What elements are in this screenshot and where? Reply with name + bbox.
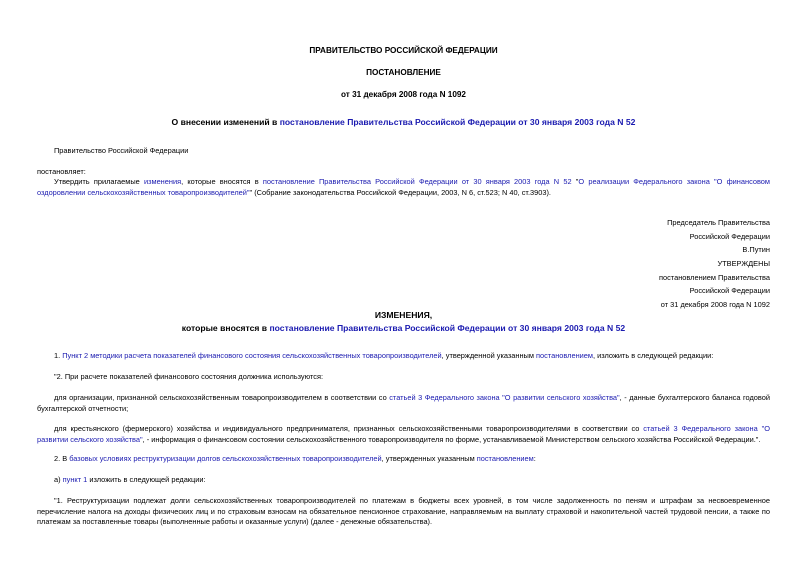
item-1-text: , изложить в следующей редакции: [592,351,714,360]
link-changes[interactable]: изменения [143,177,182,186]
intro-text: Утвердить прилагаемые [54,177,144,186]
subitem-a-text: а) [54,475,63,484]
item-2-quote: "2. При расчете показателей финансового состояния должника используются: [54,372,324,381]
item-1 [37,351,770,362]
paragraph-organizations [37,393,770,414]
signature-block [570,218,770,256]
link-point-1[interactable]: пункт 1 [62,475,88,484]
approved-block [570,259,770,311]
item-2-text: , утвержденных указанным [381,454,477,463]
link-basic-conditions[interactable]: базовых условиях реструктуризации долгов сельскохозяйственных товаропроизводителей [69,454,382,463]
link-resolution-52[interactable]: постановление Правительства Российской Федерации от 30 января 2003 года N 52 [262,177,572,186]
intro-text: " (Собрание законодательства Российской Федерации, 2003, N 6, ст.523; N 40, ст.3903). [249,187,551,197]
document-title [0,116,807,128]
paragraph-text: для организации, признанной сельскохозяйственным товаропроизводителем в соответствии со [54,393,390,402]
document-date: от 31 декабря 2008 года N 1092 [341,90,466,99]
document-title-prefix: О внесении изменений в [171,117,280,127]
link-resolution[interactable]: постановлением [535,351,593,360]
paragraph-text: , - информация о финансовом состоянии сельскохозяйственного товаропроизводителя по форме, устанавливаемой Министерством сельского хозяйства Российской Федерации.". [142,434,761,444]
quote-point-1: "1. Реструктуризации подлежат долги сельскохозяйственных товаропроизводителей по платежам в бюджеты всех уровней, в том числе задолженность по пеням и штрафам за несвоевременное перечисление налога на доходы физических лиц и по страховым взносам на обязательное пенсионное страхование, направляемым на выплату страховой и накопительной частей трудовой пенсии, а также по платежам за поставленные товары (выполненные работы и оказанные услуги) (далее - денежные обязательства). [37,496,770,527]
paragraph-text: для крестьянского (фермерского) хозяйства и индивидуального предпринимателя, признанных сельскохозяйственными товаропроизводителями в соответствии со [54,424,644,433]
changes-subtitle [0,322,807,334]
item-2-text: : [533,454,536,463]
link-article-3[interactable]: статьей 3 Федерального закона "О развитии сельского хозяйства" [37,424,770,444]
paragraph-farmers [37,424,770,445]
approved-heading: УТВЕРЖДЕНЫ [717,259,770,268]
intro-text: " [571,177,579,186]
signature-name: В.Путин [742,245,770,255]
signature-position: Председатель Правительства [667,218,770,227]
intro-text: , которые вносятся в [181,177,263,186]
document-type: ПОСТАНОВЛЕНИЕ [366,68,441,77]
title-link-resolution-52[interactable]: постановление Правительства Российской Федерации от 30 января 2003 года N 52 [279,117,636,127]
item-1-number: 1. [54,351,63,360]
link-article-3[interactable]: статьей 3 Федерального закона "О развитии сельского хозяйства" [389,393,620,402]
item-2 [37,454,770,465]
changes-subtitle-prefix: которые вносятся в [181,323,270,333]
link-federal-law[interactable]: О реализации Федерального закона "О финансовом оздоровлении сельскохозяйственных товаропроизводителей" [37,177,770,197]
intro-government: Правительство Российской Федерации [54,146,189,155]
link-methodology-point-2[interactable]: Пункт 2 методики расчета показателей финансового состояния сельскохозяйственных товаропроизводителей [62,351,442,360]
intro-paragraph [37,177,770,198]
approved-line: Российской Федерации [689,286,770,296]
subitem-a-text: изложить в следующей редакции: [87,475,206,484]
item-2-text: 2. В [54,454,70,463]
subitem-a [37,475,770,486]
item-1-text: , утвержденной указанным [441,351,536,360]
changes-link-resolution-52[interactable]: постановление Правительства Российской Федерации от 30 января 2003 года N 52 [269,323,626,333]
approved-line: постановлением Правительства [659,272,770,282]
signature-country: Российской Федерации [689,231,770,241]
approved-line: от 31 декабря 2008 года N 1092 [660,300,770,310]
paragraph-text: , - данные бухгалтерского баланса годовой бухгалтерской отчетности; [37,393,770,413]
link-resolution[interactable]: постановлением [476,454,534,463]
changes-title: ИЗМЕНЕНИЯ, [374,310,433,320]
government-heading: ПРАВИТЕЛЬСТВО РОССИЙСКОЙ ФЕДЕРАЦИИ [309,46,498,55]
intro-resolves: постановляет: [37,167,86,176]
